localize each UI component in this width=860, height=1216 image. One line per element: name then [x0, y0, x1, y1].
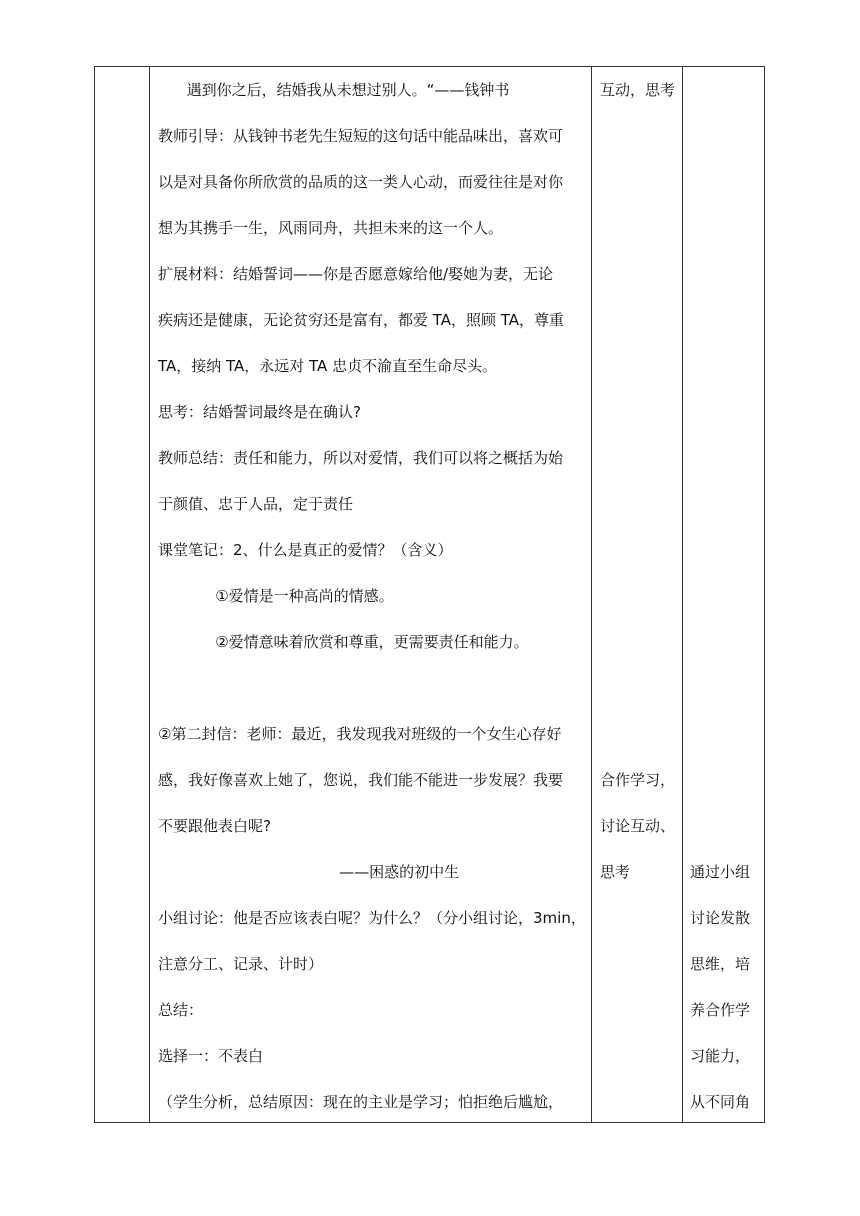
body-text-line: ——困惑的初中生 — [158, 863, 460, 881]
body-text-line: 感，我好像喜欢上她了，您说，我们能不能进一步发展？我要 — [158, 771, 564, 789]
activity-text-top: 互动，思考 — [600, 81, 676, 99]
body-text-line: 疾病还是健康，无论贫穷还是富有，都爱 TA，照顾 TA，尊重 — [158, 311, 565, 329]
body-text-line: 想为其携手一生，风雨同舟，共担未来的这一个人。 — [158, 219, 504, 237]
column-divider-2 — [591, 66, 592, 1123]
body-text-line: ②第二封信：老师：最近，我发现我对班级的一个女生心存好 — [158, 725, 562, 743]
body-text-line: TA，接纳 TA，永远对 TA 忠贞不渝直至生命尽头。 — [158, 357, 498, 375]
body-text-line: 遇到你之后，结婚我从未想过别人。“——钱钟书 — [158, 81, 510, 99]
body-text-line: 教师引导：从钱钟书老先生短短的这句话中能品味出，喜欢可 — [158, 127, 564, 145]
body-text-line: 小组讨论：他是否应该表白呢？为什么？（分小组讨论，3min， — [158, 909, 586, 927]
intent-text-line: 思维，培 — [690, 955, 751, 973]
body-text-line: ②爱情意味着欣赏和尊重，更需要责任和能力。 — [158, 633, 529, 651]
activity-text-line: 合作学习， — [600, 771, 676, 789]
body-text-line: 思考：结婚誓词最终是在确认? — [158, 403, 361, 421]
body-text-line: 课堂笔记：2、什么是真正的爱情？（含义） — [158, 541, 453, 559]
body-text-line: 扩展材料：结婚誓词——你是否愿意嫁给他/娶她为妻，无论 — [158, 265, 554, 283]
body-text-line: （学生分析，总结原因：现在的主业是学习；怕拒绝后尴尬， — [158, 1093, 564, 1111]
activity-text-line: 讨论互动、 — [600, 817, 676, 835]
body-text-line: ①爱情是一种高尚的情感。 — [158, 587, 394, 605]
intent-text-line: 习能力， — [690, 1047, 751, 1065]
intent-text-line: 通过小组 — [690, 863, 751, 881]
body-text-line: 以是对具备你所欣赏的品质的这一类人心动，而爱往往是对你 — [158, 173, 564, 191]
body-text-line: 选择一：不表白 — [158, 1047, 264, 1065]
body-text-line: 注意分工、记录、计时） — [158, 955, 324, 973]
body-text-line: 教师总结：责任和能力，所以对爱情，我们可以将之概括为始 — [158, 449, 564, 467]
intent-text-line: 养合作学 — [690, 1001, 751, 1019]
body-text-line: 不要跟他表白呢? — [158, 817, 271, 835]
column-divider-1 — [149, 66, 150, 1123]
intent-text-line: 讨论发散 — [690, 909, 751, 927]
activity-text-line: 思考 — [600, 863, 631, 881]
intent-text-line: 从不同角 — [690, 1093, 751, 1111]
body-text-line: 于颜值、忠于人品，定于责任 — [158, 495, 354, 513]
body-text-line: 总结： — [158, 1001, 204, 1019]
column-divider-3 — [682, 66, 683, 1123]
